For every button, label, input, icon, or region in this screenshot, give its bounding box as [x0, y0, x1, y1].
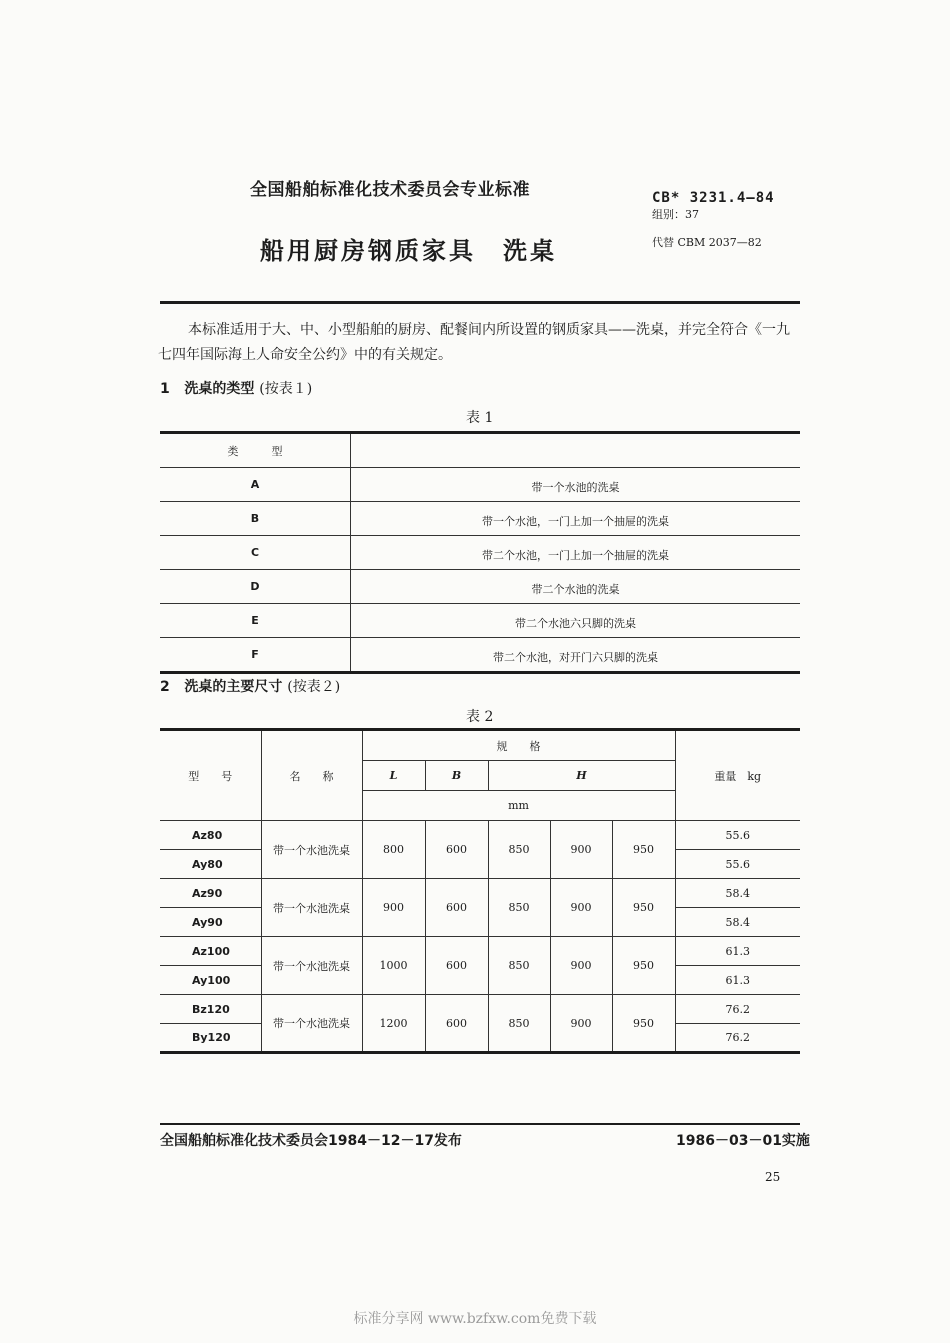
type-code: B: [160, 502, 351, 536]
length-value: 800: [362, 821, 425, 879]
product-name: 带一个水池洗桌: [261, 879, 362, 937]
issue-statement: 全国船舶标准化技术委员会1984－12－17发布: [160, 1133, 462, 1149]
table-row: [160, 638, 800, 673]
height-value: 900: [550, 821, 612, 879]
width-value: 600: [425, 879, 488, 937]
product-name: 带一个水池洗桌: [261, 821, 362, 879]
section-1-heading: [160, 378, 312, 398]
model-code: Ay80: [160, 850, 261, 879]
height-value: 950: [612, 821, 675, 879]
standard-code: CB* 3231.4—84: [652, 190, 775, 206]
height-value: 950: [612, 995, 675, 1053]
height-value: 850: [488, 821, 550, 879]
section-2-note: (按表２): [287, 679, 341, 695]
weight-value: 55.6: [675, 821, 800, 850]
column-header-type: 类 型: [160, 433, 351, 468]
weight-value: 76.2: [675, 1024, 800, 1053]
height-value: 850: [488, 995, 550, 1053]
table-row: [160, 995, 800, 1024]
weight-value: 55.6: [675, 850, 800, 879]
width-value: 600: [425, 821, 488, 879]
intro-paragraph: 本标准适用于大、中、小型船舶的厨房、配餐间内所设置的钢质家具——洗桌，并完全符合《一九七四年国际海上人命安全公约》中的有关规定。: [158, 322, 790, 363]
table-row: [160, 536, 800, 570]
type-code: D: [160, 570, 351, 604]
column-header-weight: 重量 kg: [675, 730, 800, 821]
table-row: [160, 937, 800, 966]
table-1-types: [160, 431, 800, 674]
document-title: 船用厨房钢质家具 洗桌: [260, 237, 557, 265]
table-header-row: [160, 730, 800, 761]
table-row: [160, 433, 800, 468]
height-value: 950: [612, 879, 675, 937]
width-value: 600: [425, 937, 488, 995]
footer-rule: [160, 1123, 800, 1125]
table-row: [160, 821, 800, 850]
weight-value: 76.2: [675, 995, 800, 1024]
type-code: E: [160, 604, 351, 638]
type-description: 带二个水池的洗桌: [351, 570, 801, 604]
section-2-number: 2: [160, 679, 170, 695]
model-code: Bz120: [160, 995, 261, 1024]
type-description: 带一个水池的洗桌: [351, 468, 801, 502]
group-number: 组别：37: [652, 208, 699, 221]
table-row: [160, 604, 800, 638]
product-name: 带一个水池洗桌: [261, 937, 362, 995]
type-description: 带二个水池，对开门六只脚的洗桌: [351, 638, 801, 673]
type-code: F: [160, 638, 351, 673]
height-value: 900: [550, 879, 612, 937]
type-code: A: [160, 468, 351, 502]
column-header-model: 型 号: [160, 730, 261, 821]
table-row: [160, 502, 800, 536]
type-description: 带二个水池六只脚的洗桌: [351, 604, 801, 638]
model-code: By120: [160, 1024, 261, 1053]
length-value: 900: [362, 879, 425, 937]
model-code: Ay100: [160, 966, 261, 995]
height-value: 850: [488, 879, 550, 937]
length-value: 1000: [362, 937, 425, 995]
unit-label: mm: [362, 791, 675, 821]
weight-value: 61.3: [675, 937, 800, 966]
header-rule: [160, 301, 800, 304]
type-description: 带二个水池，一门上加一个抽屉的洗桌: [351, 536, 801, 570]
weight-value: 61.3: [675, 966, 800, 995]
column-header-height: H: [488, 761, 675, 791]
type-code: C: [160, 536, 351, 570]
product-name: 带一个水池洗桌: [261, 995, 362, 1053]
height-value: 950: [612, 937, 675, 995]
issuing-organization: 全国船舶标准化技术委员会专业标准: [250, 180, 530, 200]
table-row: [160, 468, 800, 502]
watermark: 标准分享网 www.bzfxw.com免费下载: [353, 1311, 597, 1327]
type-description: 带一个水池，一门上加一个抽屉的洗桌: [351, 502, 801, 536]
table-1-caption: 表 1: [466, 410, 494, 426]
model-code: Az90: [160, 879, 261, 908]
weight-value: 58.4: [675, 879, 800, 908]
height-value: 900: [550, 937, 612, 995]
height-value: 850: [488, 937, 550, 995]
width-value: 600: [425, 995, 488, 1053]
height-value: 900: [550, 995, 612, 1053]
weight-value: 58.4: [675, 908, 800, 937]
table-row: [160, 879, 800, 908]
column-header-name: 名 称: [261, 730, 362, 821]
replaces-standard: 代替 CBM 2037—82: [652, 236, 762, 249]
section-1-number: 1: [160, 381, 170, 397]
model-code: Az80: [160, 821, 261, 850]
section-1-note: (按表１): [259, 381, 313, 397]
model-code: Az100: [160, 937, 261, 966]
table-2-dimensions: [160, 728, 800, 1054]
table-row: [160, 570, 800, 604]
model-code: Ay90: [160, 908, 261, 937]
section-2-heading: [160, 676, 340, 696]
page-number: 25: [765, 1170, 781, 1184]
section-1-title: 洗桌的类型: [184, 381, 255, 397]
column-header-description: [351, 433, 801, 468]
column-header-width: B: [425, 761, 488, 791]
section-2-title: 洗桌的主要尺寸: [184, 679, 283, 695]
table-2-caption: 表 2: [466, 709, 494, 725]
length-value: 1200: [362, 995, 425, 1053]
column-header-length: L: [362, 761, 425, 791]
effective-date: 1986－03－01实施: [676, 1133, 810, 1149]
column-header-spec: 规 格: [362, 730, 675, 761]
